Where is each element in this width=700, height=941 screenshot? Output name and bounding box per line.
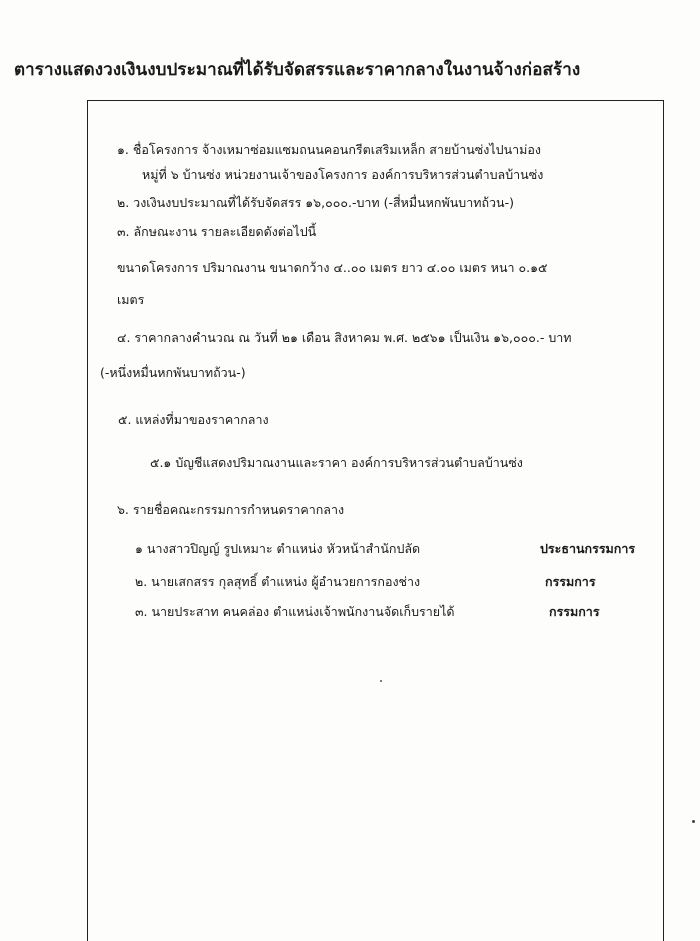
item-6: ๖. รายชื่อคณะกรรมการกำหนดราคากลาง bbox=[117, 502, 345, 517]
committee-member-2-role: กรรมการ bbox=[545, 574, 596, 589]
item-5: ๕. แหล่งที่มาของราคากลาง bbox=[118, 412, 269, 427]
item-3-detail-line-2: เมตร bbox=[117, 292, 145, 307]
item-4-line-2: (-หนึ่งหมื่นหกพันบาทถ้วน-) bbox=[100, 365, 246, 380]
edge-speck-mark bbox=[692, 820, 695, 823]
page-title: ตารางแสดงวงเงินงบประมาณที่ได้รับจัดสรรและราคากลางในงานจ้างก่อสร้าง bbox=[14, 60, 581, 80]
committee-member-3: ๓. นายประสาท คนคล่อง ตำแหน่งเจ้าพนักงานจัดเก็บรายได้ bbox=[135, 604, 455, 619]
item-3-detail-line-1: ขนาดโครงการ ปริมาณงาน ขนาดกว้าง ๔..๐๐ เมตร ยาว ๔.๐๐ เมตร หนา ๐.๑๕ bbox=[117, 260, 548, 275]
committee-member-2: ๒. นายเสกสรร กุลสุทธิ์ ตำแหน่ง ผู้อำนวยการกองช่าง bbox=[135, 574, 421, 589]
item-3: ๓. ลักษณะงาน รายละเอียดดังต่อไปนี้ bbox=[117, 224, 317, 239]
item-1-line-1: ๑. ชื่อโครงการ จ้างเหมาซ่อมแซมถนนคอนกรีตเสริมเหล็ก สายบ้านซ่งไปนาม่อง bbox=[117, 142, 542, 157]
committee-member-3-role: กรรมการ bbox=[549, 604, 600, 619]
committee-member-1: ๑ นางสาวปิญญ์ รูปเหมาะ ตำแหน่ง หัวหน้าสำนักปลัด bbox=[135, 541, 421, 556]
item-1-line-2: หมู่ที่ ๖ บ้านซ่ง หน่วยงานเจ้าของโครงการ องค์การบริหารส่วนตำบลบ้านซ่ง bbox=[142, 167, 544, 182]
committee-member-1-role: ประธานกรรมการ bbox=[540, 541, 636, 556]
item-4-line-1: ๔. ราคากลางคำนวณ ณ วันที่ ๒๑ เดือน สิงหาคม พ.ศ. ๒๕๖๑ เป็นเงิน ๑๖,๐๐๐.- บาท bbox=[117, 330, 572, 345]
speck-mark bbox=[380, 680, 382, 682]
item-5-1: ๕.๑ บัญชีแสดงปริมาณงานและราคา องค์การบริหารส่วนตำบลบ้านซ่ง bbox=[150, 455, 523, 470]
item-2: ๒. วงเงินงบประมาณที่ได้รับจัดสรร ๑๖,๐๐๐.-บาท (-สี่หมื่นหกพันบาทถ้วน-) bbox=[117, 195, 514, 210]
